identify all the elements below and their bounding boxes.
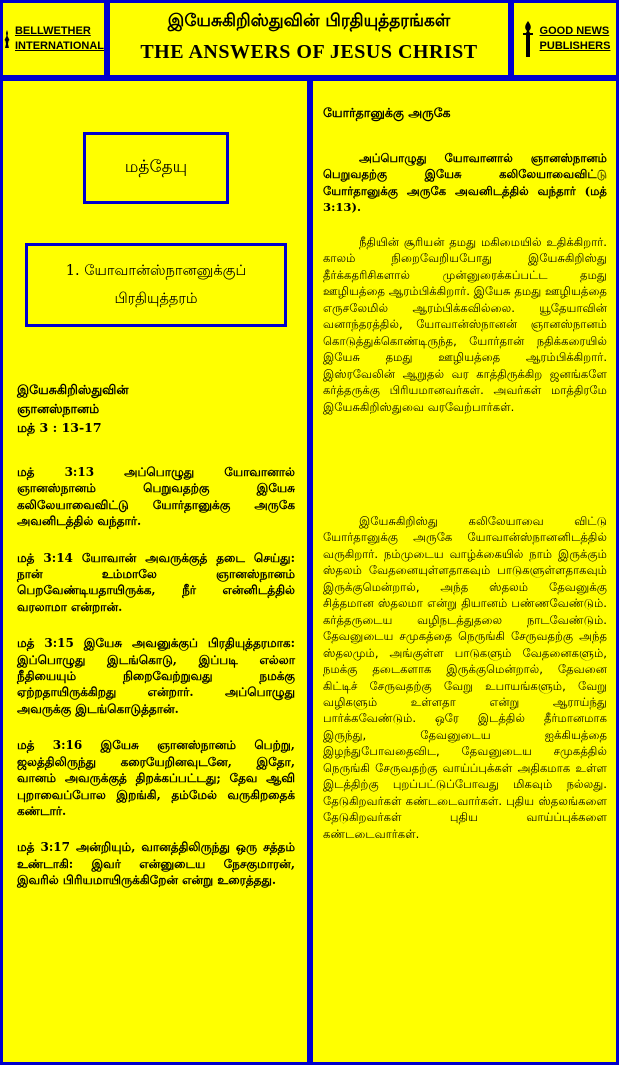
chapter-title-line1: 1. யோவான்ஸ்நானனுக்குப் <box>65 263 247 279</box>
left-column <box>3 81 307 1062</box>
bellwether-logo <box>3 3 104 75</box>
section-heading-line1: இயேசுகிறிஸ்துவின் <box>17 382 129 397</box>
verse-3-14: மத் 3:14 யோவான் அவருக்குத் தடை செய்து: நான் உம்மாலே ஞானஸ்நானம் பெறவேண்டியதாயிருக்க, நீர் என்னிடத்தில் வரலாமா என்றான். <box>17 550 295 614</box>
bellwether-logo-text: BELLWETHER INTERNATIONAL <box>14 25 104 52</box>
good-news-logo <box>514 3 616 75</box>
verse-3-17: மத் 3:17 அன்றியும், வானத்திலிருந்து ஒரு சத்தம் உண்டாகி: இவர் என்னுடைய நேசகுமாரன், இவரில் பிரியமாயிருக்கிறேன் என்று உரைத்தது. <box>17 840 295 888</box>
verse-3-16: மத் 3:16 இயேசு ஞானஸ்நானம் பெற்று, ஜலத்திலிருந்து கரையேறினவுடனே, இதோ, வானம் அவருக்குத் திறக்கப்பட்டது; தேவ ஆவி புறாவைப்போல இறங்கி, தம்மேல் வருகிறதைக் கண்டார். <box>17 738 295 818</box>
rider-icon <box>3 19 11 59</box>
verse-3-13: மத் 3:13 அப்பொழுது யோவானால் ஞானஸ்நானம் பெறுவதற்கு இயேசு கலிலேயாவைவிட்டு யோர்தானுக்கு அருகே அவனிடத்தில் வந்தார். <box>17 465 295 529</box>
commentary-paragraph-1: நீதியின் சூரியன் தமது மகிமையில் உதிக்கிறார். காலம் நிறைவேறியபோது இயேசுகிறிஸ்து தீர்க்கதரிசிகளால் முன்னுரைக்கப்பட்ட தமது ஊழியத்தை ஆரம்பிக்கிறார். இயேசு தமது ஊழியத்தை எருசலேமில் ஆரம்பிக்கவில்லை. யூதேயாவின் வனாந்தரத்தில், யோவான்ஸ்நானன் ஞானஸ்நானம் கொடுத்துக்கொண்டிருந்த, யோர்தான் நதிக்கரையில் இயேசு தமது ஊழியத்தை ஆரம்பிக்கிறார். இஸ்ரவேலின் ஆறுதல் வர காத்திருக்கிற ஜனங்களே கர்த்தருக்கு பிரியமானவர்கள். அவர்கள் மாத்திரமே இயேசுகிறிஸ்துவை வரவேற்பார்கள். <box>323 235 607 414</box>
good-news-logo-text: GOOD NEWS PUBLISHERS <box>539 25 611 52</box>
section-heading <box>17 380 295 437</box>
book-title-box <box>83 132 229 204</box>
commentary-heading: யோர்தானுக்கு அருகே <box>323 105 451 120</box>
section-reference: மத் 3 : 13-17 <box>17 420 102 435</box>
chapter-title-line2: பிரதியுத்தரம் <box>114 291 198 307</box>
commentary-intro: அப்பொழுது யோவானால் ஞானஸ்நானம் பெறுவதற்கு இயேசு கலிலேயாவைவிட்டு யோர்தானுக்கு அருகே அவனிடத்தில் வந்தார் (மத் 3:13). <box>323 151 607 215</box>
verse-list <box>17 464 295 909</box>
commentary-paragraph-2: இயேசுகிறிஸ்து கலிலேயாவை விட்டு யோர்தானுக்கு அருகே யோவான்ஸ்நானனிடத்தில் வருகிறார். நம்முடைய வாழ்க்கையில் நாம் இருக்கும் ஸ்தலம் வேதனையுள்ளதாகவும் பாடுகளுள்ளதாகவும் இருக்குமென்றால், அந்த ஸ்தலம் தேவனுக்கு சித்தமான ஸ்தலமா என்று தியானம் பண்ணவேண்டும். கர்த்தருடைய வழிநடத்துதலை நாடவேண்டும். தேவனுடைய சமுகத்தை நெருங்கி சேருவதற்கு அந்த ஸ்தலமும், அங்குள்ள பாடுகளும் வேதனைகளும், நமக்கு தடைகளாக இருக்குமென்றால், தேவனை கிட்டிச் சேருவதற்கு வேறு உபாயங்களும், வேறு வழிகளும் உள்ளதா என்று ஆராய்ந்து பார்க்கவேண்டும். ஒரே இடத்தில் தீர்மானமாக இருந்து, தேவனுடைய ஐக்கியத்தை இழந்துபோவதைவிட, தேவனுடைய சமுகத்தில் நெருங்கி சேருவதற்கு வாய்ப்புக்கள் அதிகமாக உள்ள இடத்திற்கு புறப்பட்டுப்போவது மிகவும் நல்லது. தேடுகிறவர்கள் கண்டடைவார்கள். புதிய ஸ்தலங்களை தேடுகிறவர்கள் புதிய வாய்ப்புக்களை கண்டடைவார்கள். <box>323 514 607 841</box>
book-title: மத்தேயு <box>124 157 188 177</box>
verse-3-15: மத் 3:15 இயேசு அவனுக்குப் பிரதியுத்தரமாக: இப்பொழுது இடங்கொடு, இப்படி எல்லா நீதியையும் நிறைவேற்றுவது நமக்கு ஏற்றதாயிருக்கிறது என்றார். அப்பொழுது அவருக்கு இடங்கொடுத்தான். <box>17 636 295 716</box>
tamil-title: இயேசுகிறிஸ்துவின் பிரதியுத்தரங்கள் <box>167 11 451 31</box>
chapter-title-box <box>25 243 287 327</box>
header-title-block <box>110 3 508 75</box>
english-title: THE ANSWERS OF JESUS CHRIST <box>140 41 478 63</box>
right-column <box>313 81 616 1062</box>
section-heading-line2: ஞானஸ்நானம் <box>17 401 100 416</box>
torch-icon <box>520 19 536 59</box>
